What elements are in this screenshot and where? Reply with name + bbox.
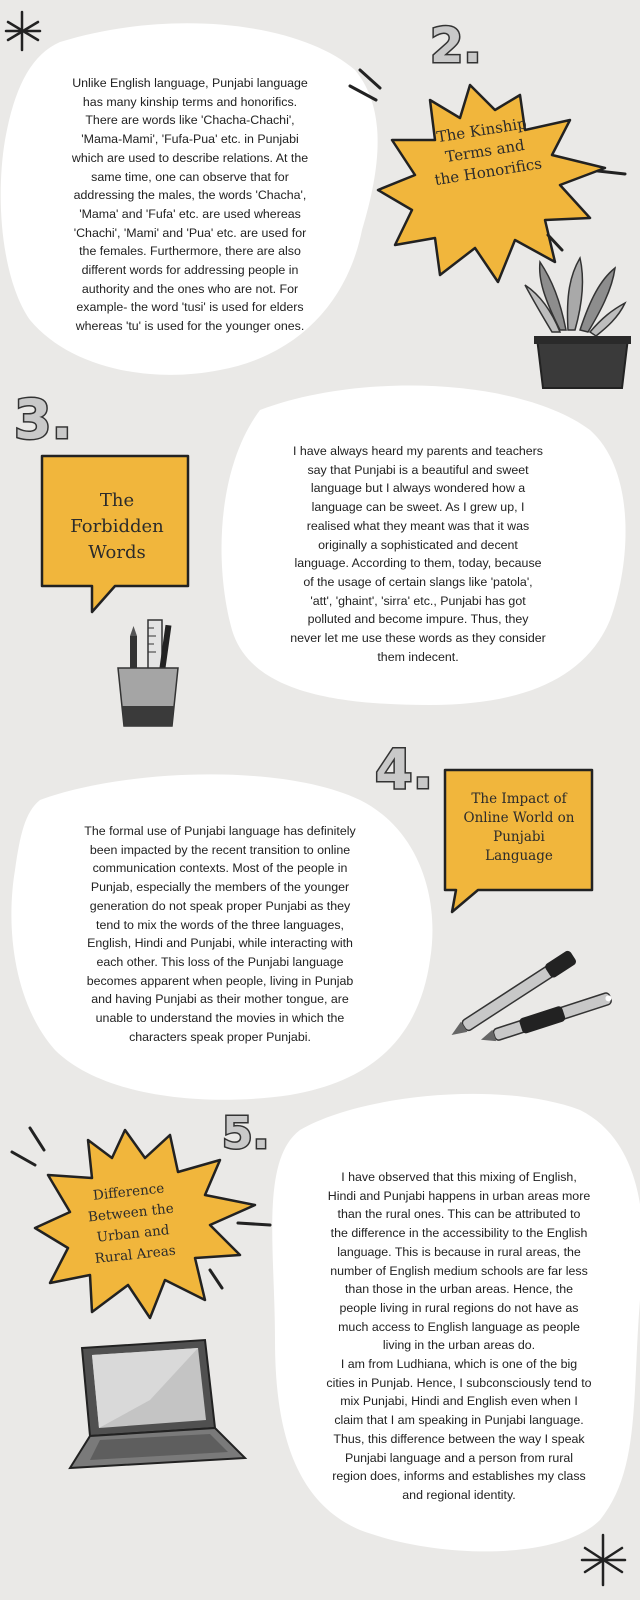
section-5-text: I have observed that this mixing of English, Hindi and Punjabi happens in urban areas more than the rural ones. This can be attributed to the difference in the accessibility to the English language. This is because in rural areas, the number of English medium schools are far less than those in the urban areas. Hence, the people living in rural regions do not have as much access to English language as people living in the urban areas do. I am from Ludhiana, which is one of the big cities in Punjab. Hence, I subconsciously tend to mix Punjabi, Hindi and English even when I claim that I am speaking in Punjabi language. Thus, this difference between the way I speak Punjabi language and a person from rural region does, informs and establishes my class and regional identity.: [326, 1170, 592, 1502]
section-2-heading: The Kinship Terms and the Honorifics: [433, 114, 544, 190]
section-5-heading: Difference Between the Urban and Rural Areas: [87, 1180, 177, 1268]
laptop-icon: [70, 1340, 245, 1468]
potted-plant-icon: [525, 258, 631, 388]
markers-icon: [447, 949, 614, 1047]
section-5-number: 5.: [222, 1108, 270, 1159]
asterisk-doodle-top: [6, 12, 40, 50]
section-2-number: 2.: [430, 18, 482, 74]
section-3-number: 3.: [14, 388, 73, 451]
asterisk-doodle-bottom: [582, 1535, 625, 1585]
section-2-text: Unlike English language, Punjabi language has many kinship terms and honorifics. There are words like 'Chacha-Chachi', 'Mama-Mami', 'Fufa-Pua' etc. in Punjabi which are used to describe relations. At the same time, one can observe that for addressing the males, the words 'Chacha', 'Mama' and 'Fufa' etc. are used whereas 'Chachi', 'Mami' and 'Pua' etc. are used for the females. Furthermore, there are also different words for addressing people in authority and the ones who are not. For example- the word 'tusi' is used for elders whereas 'tu' is used for the younger ones.: [71, 76, 309, 334]
section-3-text: I have always heard my parents and teachers say that Punjabi is a beautiful and sweet language but I always wondered how a language can be sweet. As I grew up, I realised what they meant was that it was originally a sophisticated and decent language. According to them, today, because of the usage of certain slangs like 'patola', 'att', 'ghaint', 'sirra' etc., Punjabi has got polluted and become impure. Thus, they never let me use these words as they consider them indecent.: [290, 444, 546, 664]
section-4-number: 4.: [375, 738, 434, 801]
section-3-heading: The Forbidden Words: [70, 490, 164, 563]
pencil-cup-icon: [118, 620, 178, 726]
section-4-heading: The Impact of Online World on Punjabi Language: [463, 791, 575, 864]
section-4-text: The formal use of Punjabi language has definitely been impacted by the recent transition to online communication contexts. Most of the people in Punjab, especially the members of the younger generation do not speak proper Punjabi as they tend to mix the words of the three languages, English, Hindi and Punjabi, while interacting with each other. This loss of the Punjabi language becomes apparent when people, living in Punjab and having Punjabi as their mother tongue, are unable to understand the movies in which the characters speak proper Punjabi.: [84, 824, 356, 1044]
